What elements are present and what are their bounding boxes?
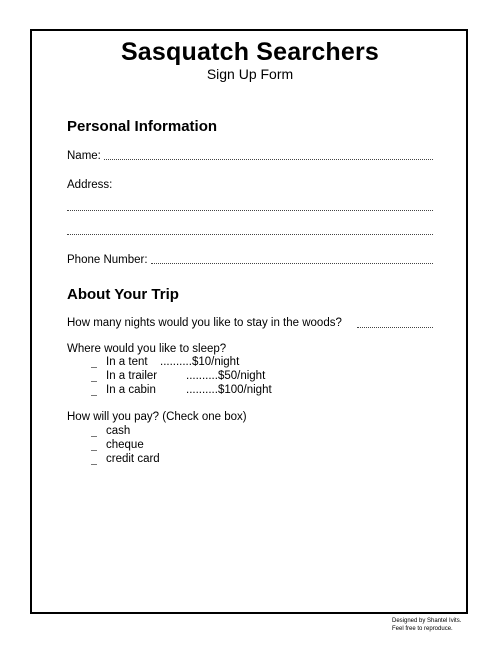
- phone-field[interactable]: [67, 251, 433, 267]
- credit-line-2: Feel free to reproduce.: [392, 626, 453, 632]
- phone-blank-line[interactable]: [151, 263, 433, 264]
- personal-information-heading: Personal Information: [67, 118, 218, 135]
- checkbox-tent[interactable]: [91, 358, 97, 368]
- pay-option-label: cash: [106, 425, 131, 437]
- sleep-question: Where would you like to sleep?: [67, 343, 227, 355]
- nights-question: How many nights would you like to stay in the woods?: [67, 317, 342, 329]
- pay-option-label: cheque: [106, 439, 144, 451]
- checkbox-cabin[interactable]: [91, 386, 97, 396]
- pay-option-label: credit card: [106, 453, 160, 465]
- sleep-option-label: In a cabin: [106, 384, 156, 396]
- address-label: Address:: [67, 179, 113, 191]
- designer-credit: [392, 617, 461, 633]
- nights-blank-line[interactable]: [357, 327, 433, 328]
- phone-label: Phone Number:: [67, 254, 148, 266]
- checkbox-trailer[interactable]: [91, 372, 97, 382]
- sleep-option-price: ..........$50/night: [186, 370, 266, 382]
- address-line-1[interactable]: [67, 210, 433, 211]
- checkbox-credit-card[interactable]: [91, 455, 97, 465]
- pay-question: How will you pay? (Check one box): [67, 411, 247, 423]
- sleep-option-price: ..........$10/night: [160, 356, 240, 368]
- checkbox-cash[interactable]: [91, 427, 97, 437]
- name-label: Name:: [67, 150, 101, 162]
- form-title: Sasquatch Searchers: [120, 38, 380, 66]
- credit-line-1: Designed by Shantel Ivits.: [392, 618, 462, 624]
- name-field[interactable]: [67, 147, 433, 163]
- sleep-option-label: In a tent: [106, 356, 148, 368]
- form-subtitle: Sign Up Form: [206, 66, 294, 82]
- name-blank-line[interactable]: [104, 159, 433, 160]
- sleep-option-label: In a trailer: [106, 370, 158, 382]
- address-line-2[interactable]: [67, 234, 433, 235]
- sleep-option-price: ..........$100/night: [186, 384, 272, 396]
- about-your-trip-heading: About Your Trip: [67, 286, 179, 303]
- checkbox-cheque[interactable]: [91, 441, 97, 451]
